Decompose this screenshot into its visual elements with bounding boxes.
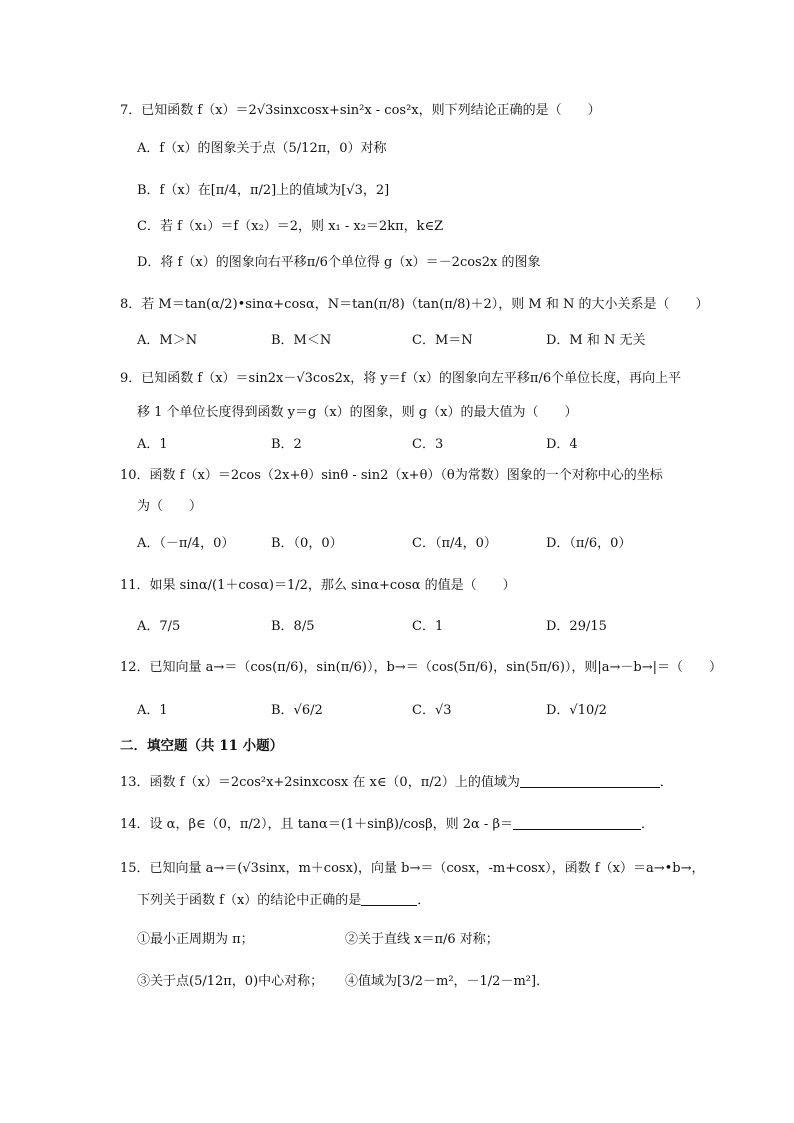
q9-option-b: B．2 (271, 437, 302, 452)
q8-stem: 8．若 M＝tan(α/2)•sinα+cosα，N＝tan(π/8)（tan(π/8)＋2），则 M 和 N 的大小关系是（ ） (120, 297, 709, 312)
q14-stem: 14．设 α，β∈（0，π/2），且 tanα＝(1＋sinβ)/cosβ，则 2α - β＝ (120, 817, 513, 832)
q8-option-a: A．M＞N (137, 333, 198, 348)
q11-option-a: A．7/5 (137, 619, 181, 634)
q8-option-d: D．M 和 N 无关 (546, 333, 646, 348)
q13: 13．函数 f（x）＝2cos²x+2sinxcosx 在 x∈（0，π/2）上的值域为 ． (120, 775, 673, 790)
q10-stem-line1: 10．函数 f（x）＝2cos（2x+θ）sinθ - sin2（x+θ）（θ为常数）图象的一个对称中心的坐标 (120, 468, 663, 483)
q15-statement-2: ②关于直线 x＝π/6 对称； (345, 932, 499, 947)
q10-option-a: A．（－π/4，0） (137, 536, 235, 551)
q14-answer-blank[interactable] (513, 817, 641, 830)
q10-option-c: C．（π/4，0） (412, 536, 497, 551)
q12-option-c: C．√3 (412, 703, 452, 718)
q7-option-c: C．若 f（x₁）＝f（x₂）＝2，则 x₁ - x₂＝2kπ，k∈Z (137, 219, 444, 234)
q13-answer-blank[interactable] (520, 775, 660, 788)
q15-stem-text: 下列关于函数 f（x）的结论中正确的是 (137, 893, 362, 908)
q11-stem: 11．如果 sinα/(1＋cosα)＝1/2，那么 sinα+cosα 的值是（ ） (120, 578, 516, 593)
q11-option-b: B．8/5 (271, 619, 315, 634)
q15-statement-4: ④值域为[3/2－m²，－1/2－m²]． (345, 974, 550, 989)
q8-option-c: C．M＝N (412, 333, 473, 348)
q10-option-d: D．（π/6，0） (546, 536, 632, 551)
q9-stem-line1: 9．已知函数 f（x）＝sin2x－√3cos2x，将 y＝f（x）的图象向左平移π/6个单位长度，再向上平 (120, 371, 682, 386)
q11-option-d: D．29/15 (546, 619, 607, 634)
q12-option-d: D．√10/2 (546, 703, 607, 718)
q12-option-a: A．1 (137, 703, 168, 718)
q9-option-c: C．3 (412, 437, 444, 452)
q15-stem-line1: 15．已知向量 a→＝(√3sinx，m＋cosx)，向量 b→＝（cosx，-m+cosx），函数 f（x）＝a→•b→， (120, 861, 705, 876)
q7-option-d: D．将 f（x）的图象向右平移π/6个单位得 g（x）＝－2cos2x 的图象 (137, 255, 541, 270)
q13-stem: 13．函数 f（x）＝2cos²x+2sinxcosx 在 x∈（0，π/2）上的值域为 (120, 775, 520, 790)
q10-option-b: B．（0，0） (271, 536, 343, 551)
q9-stem-line2: 移 1 个单位长度得到函数 y＝g（x）的图象，则 g（x）的最大值为（ ） (137, 405, 578, 420)
q9-option-d: D．4 (546, 437, 578, 452)
q11-option-c: C．1 (412, 619, 444, 634)
q15-stem-line2: 下列关于函数 f（x）的结论中正确的是 ． (137, 893, 431, 908)
q7-option-b: B．f（x）在[π/4，π/2]上的值域为[√3，2] (137, 183, 390, 198)
q7-stem: 7．已知函数 f（x）＝2√3sinxcosx+sin²x - cos²x，则下列结论正确的是（ ） (120, 103, 601, 118)
q14: 14．设 α，β∈（0，π/2），且 tanα＝(1＋sinβ)/cosβ，则 2α - β＝ ． (120, 817, 654, 832)
section-fill-in-heading: 二．填空题（共 11 小题） (120, 738, 284, 754)
q12-stem: 12．已知向量 a→＝（cos(π/6)，sin(π/6)），b→＝（cos(5π/6)，sin(5π/6)），则|a→－b→|＝（ ） (120, 660, 723, 675)
q8-option-b: B．M＜N (271, 333, 332, 348)
q7-option-a: A．f（x）的图象关于点（5/12π，0）对称 (137, 141, 387, 156)
q10-stem-line2: 为（ ） (137, 499, 203, 514)
q15-statement-3: ③关于点(5/12π，0)中心对称； (137, 974, 324, 989)
q12-option-b: B．√6/2 (271, 703, 323, 718)
q15-statement-1: ①最小正周期为 π； (137, 932, 254, 947)
q15-answer-blank[interactable] (361, 893, 417, 906)
q9-option-a: A．1 (137, 437, 168, 452)
